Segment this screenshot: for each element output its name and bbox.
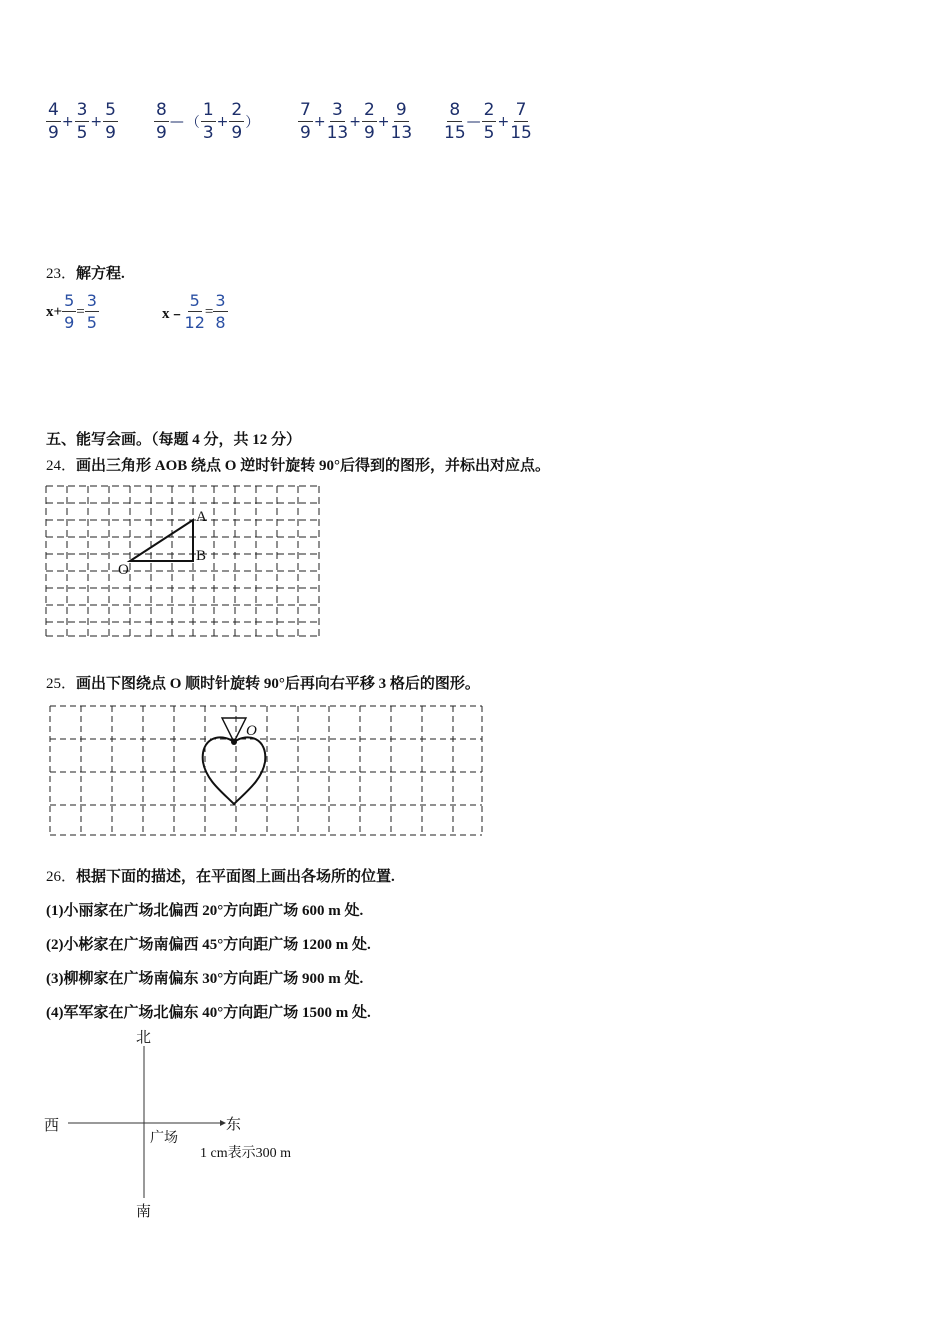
fraction-expression-2: $\frac{8}{9}$ — （ $\frac{1}{3}$ + $\frac{2}{9}$ ） [156, 100, 260, 143]
fraction-expression-1: $\frac{4}{9}$ + $\frac{3}{5}$ + $\frac{5}{9}$ [48, 100, 116, 143]
fraction: $\frac{2}{5}$ [483, 100, 495, 143]
rotation-grid-figure [44, 484, 324, 640]
fraction-expression-3: $\frac{7}{9}$ + $\frac{3}{13}$ + $\frac{2}{9}$ + $\frac{9}{13}$ [300, 100, 413, 143]
question-text: 根据下面的描述，在平面图上画出各场所的位置. [76, 869, 395, 885]
fraction: $\frac{2}{9}$ [363, 100, 375, 143]
section-title: 五、能写会画。（每题 4 分，共 12 分） [46, 432, 302, 448]
point-label-o: O [118, 562, 129, 578]
description-item-4: (4)军军家在广场北偏东 40°方向距广场 1500 m 处. [46, 1005, 371, 1021]
plaza-label: 广场 [150, 1131, 178, 1146]
description-item-2: (2)小彬家在广场南偏西 45°方向距广场 1200 m 处. [46, 937, 371, 953]
question-25-heading [46, 672, 480, 693]
equation-2: x﹣ $\frac{5}{12}$ = $\frac{3}{8}$ [162, 291, 226, 332]
fraction: $\frac{3}{5}$ [86, 291, 97, 332]
fraction-expression-4: $\frac{8}{15}$ — $\frac{2}{5}$ + $\frac{7}{15}$ [444, 100, 532, 143]
east-label: 东 [226, 1117, 242, 1133]
question-number: 25． [46, 676, 77, 692]
dashed-grid [50, 706, 482, 835]
fraction: $\frac{3}{13}$ [326, 100, 349, 143]
fraction: $\frac{5}{9}$ [105, 100, 116, 143]
fraction: $\frac{7}{15}$ [510, 100, 532, 143]
question-title: 解方程. [76, 266, 125, 282]
fraction: $\frac{5}{12}$ [184, 291, 205, 332]
question-number: 26． [46, 869, 77, 885]
fraction: $\frac{8}{9}$ [156, 100, 167, 143]
fraction: $\frac{9}{13}$ [390, 100, 413, 143]
question-number: 23． [46, 266, 77, 282]
description-item-3: (3)柳柳家在广场南偏东 30°方向距广场 900 m 处. [46, 971, 364, 987]
question-number: 24． [46, 458, 77, 474]
question-24-heading [46, 454, 550, 475]
south-label: 南 [136, 1204, 152, 1220]
point-label-a: A [196, 509, 207, 525]
west-label: 西 [44, 1118, 60, 1134]
heart-grid-figure [46, 702, 486, 840]
fraction: $\frac{7}{9}$ [300, 100, 311, 143]
fraction: $\frac{3}{5}$ [76, 100, 88, 143]
question-26-heading [46, 865, 395, 886]
scale-label: 1 cm表示300 m [200, 1146, 291, 1161]
point-label-b: B [196, 548, 207, 564]
point-label-o: O [246, 723, 257, 739]
fraction: $\frac{2}{9}$ [231, 100, 243, 143]
direction-map [40, 1026, 330, 1226]
fraction: $\frac{3}{8}$ [215, 291, 226, 332]
question-23-heading [46, 262, 125, 283]
fraction: $\frac{4}{9}$ [48, 100, 59, 143]
fraction: $\frac{8}{15}$ [444, 100, 466, 143]
question-text: 画出下图绕点 O 顺时针旋转 90°后再向右平移 3 格后的图形。 [76, 676, 480, 692]
heart-shape [203, 737, 266, 804]
equation-1: x+ $\frac{5}{9}$ = $\frac{3}{5}$ [46, 291, 97, 332]
triangle-aob [130, 520, 193, 561]
fraction: $\frac{5}{9}$ [64, 291, 75, 332]
question-text: 画出三角形 AOB 绕点 O 逆时针旋转 90°后得到的图形，并标出对应点。 [76, 458, 550, 474]
description-item-1: (1)小丽家在广场北偏西 20°方向距广场 600 m 处. [46, 903, 364, 919]
fraction: $\frac{1}{3}$ [202, 100, 214, 143]
north-label: 北 [136, 1030, 152, 1046]
